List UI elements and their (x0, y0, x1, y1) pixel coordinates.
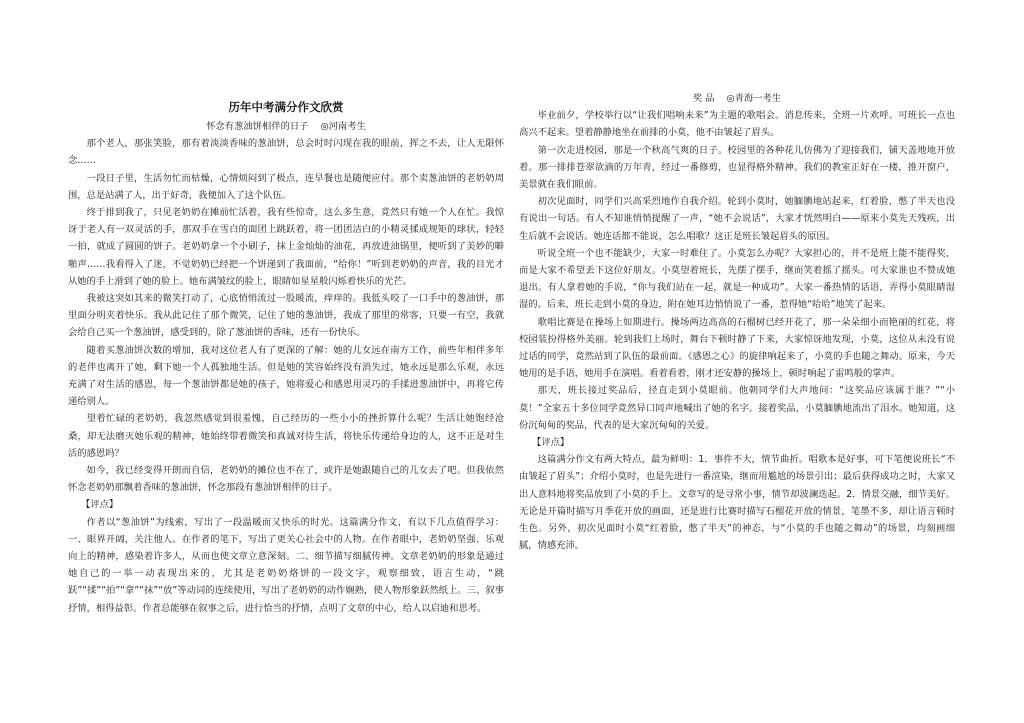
comment-label-2: 【评点】 (532, 437, 570, 449)
essay-author-1: ◎河南考生 (320, 121, 366, 132)
essay-1-paragraph: 望着忙碌的老奶奶，我忽然感觉到很羞愧，自己经历的一些小小的挫折算什么呢？生活让她饱经沧桑，却无法磨灭她乐观的精神，她始终带着微笑和真诚对待生活，将快乐传递给身边的人，这不正是对生活的感恩吗？ (68, 413, 504, 459)
essay-2-paragraph: 歌唱比赛是在操场上如期进行。操场两边高高的石榴树已经开花了，那一朵朵细小而艳丽的红花，将校园装扮得格外美丽。轮到我们上场时，舞台下顿时静了下来，大家惊讶地发现，小莫，这位从未没有说过话的同学，竟然站到了队伍的最前面。《感恩之心》的旋律响起来了，小莫的手也随之舞动。原来，今天她用的是手语，她用手在演唱。看着看着，刚才还安静的操场上，顿时响起了雷鸣般的掌声。 (519, 316, 955, 380)
essay-2-paragraph: 第一次走进校园，那是一个秋高气爽的日子。校园里的各种花儿仿佛为了迎接我们，铺天盖地地开放着。那一排排苍翠欲滴的万年青，经过一番修剪，也显得格外精神。我们的教室正好在一楼，推开窗户，美景就在我们眼前。 (519, 144, 955, 191)
essay-1-paragraph: 终于排到我了，只见老奶奶在摊前忙活着，我有些惊奇，这么多生意，竟然只有她一个人在忙。我惊讶于老人有一双灵活的手，那双手在雪白的面团上跳跃着，将一团团洁白的小精灵揉成规矩的球状，轻轻一拍，就成了圆圆的饼子。老奶奶拿一个小刷子，抹上金灿灿的油花，再放进油锅里，便听到了美妙的噼啪声……我看得入了迷，不觉奶奶已经把一个饼递到了我面前，“给你！”听到老奶奶的声音，我的目光才从她的手上滑到了她的脸上。她布满皱纹的脸上，眼睛如星星般闪烁着快乐的光芒。 (68, 207, 504, 287)
essay-1-paragraph: 一段日子里，生活勿忙而枯燥，心情烦闷到了极点，连早餐也是随便应付。那个卖葱油饼的老奶奶周围，总是站满了人，出于好奇，我便加入了这个队伍。 (68, 172, 504, 201)
essay-title-1: 怀念有葱油饼相伴的日子 (206, 121, 309, 132)
essay-1-paragraph: 我被这突如其来的微笑打动了，心底悄悄流过一股暖流，痒痒的。我低头咬了一口手中的葱油饼，那里面分明夹着快乐。我从此记住了那个微笑，记住了她的葱油饼，我成了那里的常客，只要一有空，我就会给自己买一个葱油饼，感受到的，除了葱油饼的香味，还有一份快乐。 (68, 293, 504, 339)
essay-1-paragraph: 随着买葱油饼次数的增加，我对这位老人有了更深的了解：她的儿女远在南方工作，前些年相伴多年的老伴也离开了她，剩下她一个人孤独地生活。但是她的笑容始终没有消失过，她永远是那么乐观，永远充满了对生活的感恩，每一个葱油饼都是她的孩子，她将爱心和感恩用灵巧的手揉进葱油饼中，再将它传递给别人。 (68, 344, 504, 408)
essay-title-2: 奖 品 (692, 93, 715, 104)
page-title: 历年中考满分作文欣赏 (228, 100, 344, 114)
essay-2-paragraph: 初次见面时，同学们兴高采烈地作自我介绍。轮到小莫时，她腼腆地站起来，红着脸，憋了半天也没有说出一句话。有人不知谁悄悄提醒了一声，“她不会说话”，大家才恍然明白——原来小莫先天残疾，出生后就不会说话。她连话都不能说，怎么唱歌？这正是班长皱起眉头的原因。 (519, 196, 955, 242)
right-column (519, 90, 955, 554)
left-column (68, 90, 504, 617)
essay-heading-2 (519, 90, 955, 107)
essay-2-paragraph: 听说全班一个也不能缺少，大家一时难住了。小莫怎么办呢？大家担心的，并不是班上能不能得奖，而是大家不希望丢下这位好朋友。小莫望着班长，先摆了摆手，继而笑着摇了摇头。可大家谁也不赞成她退出。有人拿着她的手说，“你与我们站在一起，就是一种成功”。大家一番热情的话语，弄得小莫眼睛湿湿的。后来，班长走到小莫的身边，附在她耳边悄悄说了一番，惹得她“哈哈”地笑了起来。 (519, 247, 955, 311)
comment-1-paragraph: 作者以“葱油饼”为线索，写出了一段温暖而又快乐的时光。这篇满分作文，有以下几点值得学习：一、眼界开阔，关注他人。在作者的笔下，写出了更关心社会中的人物。在作者眼中，老奶奶坚强、乐观向上的精神，感染着许多人，从而也使文章立意深刻。二、细节描写细腻传神。文章老奶奶的形象是通过她自己的一举一动表现出来的，尤其是老奶奶烙饼的一段文字，观察细致，语言生动，“跳跃”“揉”“拍”“拿”“抹”“放”等动词的连续使用，写出了老奶奶的动作娴熟，使人物形象跃然纸上。三、叙事抒情，相得益彰。作者总能够在叙事之后，进行恰当的抒情，点明了文章的中心，给人以启迪和思考。 (68, 516, 504, 614)
essay-1-paragraph: 那个老人，那张笑脸，那有着淡淡香味的葱油饼，总会时时闪现在我的眼前，挥之不去，让人无限怀念…… (68, 138, 504, 167)
comment-label-1: 【评点】 (81, 499, 119, 511)
essay-2-paragraph: 毕业前夕，学校举行以“让我们唱响未来”为主题的歌唱会。消息传来，全班一片欢呼。可班长一点也高兴不起来。望着静静地坐在前排的小莫，他不由皱起了眉头。 (519, 110, 955, 139)
essay-1-paragraph: 如今，我已经变得开朗而自信，老奶奶的摊位也不在了，或许是她跟随自己的儿女去了吧。但我依然怀念老奶奶那飘着香味的葱油饼，怀念那段有葱油饼相伴的日子。 (68, 465, 504, 494)
comment-2-paragraph: 这篇满分作文有两大特点，最为鲜明：1．事件不大，情节曲折。唱歌本是好事，可下笔便说班长“不由皱起了眉头”；介绍小莫时，也是先进行一番渲染，继而用尴尬的场景引出；最后获得成功之时，大家又出人意料地将奖品放到了小莫的手上。文章写的是寻常小事，情节却波澜迭起。2．情景交融，细节美好。无论是开篇时描写月季花开放的画面，还是进行比赛时描写石榴花开放的情景，笔墨不多，却让语言顿时生色。另外，初次见面时小莫“红着脸，憋了半天”的神态，与“小莫的手也随之舞动”的场景，均刻画细腻，情感充沛。 (519, 454, 955, 552)
essay-heading-1 (68, 118, 504, 135)
essay-author-2: ◎青海一考生 (726, 93, 782, 104)
essay-2-paragraph: 那天，班长接过奖品后，径直走到小莫眼前。他朝同学们大声地问：“这奖品应该属于谁？”“小莫！”全家五十多位同学竟然异口同声地喊出了她的名字。接着奖品，小莫腼腆地流出了泪水。她知道，这份沉甸甸的奖品，代表的是大家沉甸甸的关爱。 (519, 385, 955, 431)
